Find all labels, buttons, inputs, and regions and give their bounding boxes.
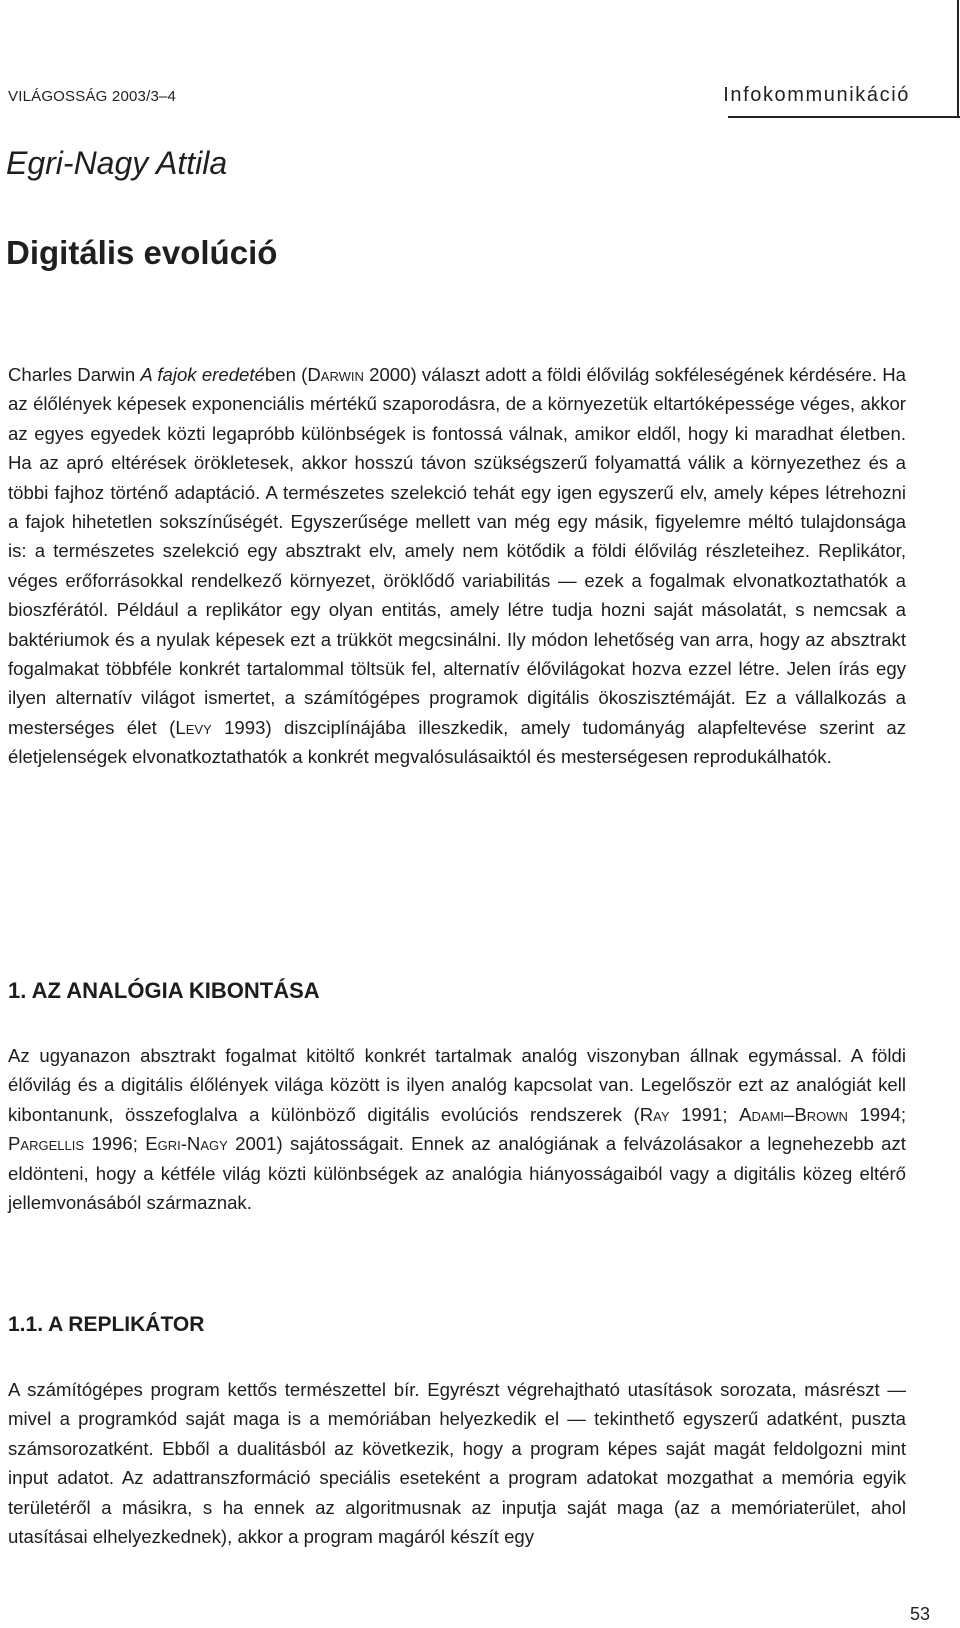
section-1-paragraph bbox=[8, 1041, 906, 1217]
citation-levy: Levy bbox=[175, 716, 212, 738]
section-1-text-4: 1996; bbox=[84, 1133, 146, 1155]
citation-adami-brown: Adami–Brown bbox=[739, 1103, 848, 1125]
citation-egri-nagy: Egri-Nagy bbox=[145, 1133, 228, 1155]
section-1-1-paragraph: A számítógépes program kettős természettel bír. Egyrészt végrehajtható utasítások sorozata, másrészt — mivel a programkód saját maga is a memóriában helyezkedik el — tekinthető egyszerű adatként, puszta számsorozatként. Ebből a dualitásból az következik, hogy a program képes saját magát feldolgozni mint input adatot. Az adattranszformáció speciális eseteként a program adatokat mozgathat a memória egyik területéről a másikra, s ha ennek az algoritmusnak az inputja saját maga (az a memóriaterület, ahol utasításai elhelyezkednek), akkor a program magáról készít egy bbox=[8, 1379, 906, 1548]
article-author: Egri-Nagy Attila bbox=[6, 145, 228, 181]
header-rule-vertical bbox=[957, 0, 959, 118]
header-rule-horizontal bbox=[728, 116, 960, 118]
citation-ray: Ray bbox=[639, 1103, 670, 1125]
section-heading-1: 1. AZ ANALÓGIA KIBONTÁSA bbox=[8, 978, 320, 1003]
intro-text-1: Charles Darwin bbox=[8, 364, 141, 385]
citation-pargellis: Pargellis bbox=[8, 1133, 84, 1155]
page-number: 53 bbox=[909, 1604, 930, 1624]
running-head-journal: VILÁGOSSÁG 2003/3–4 bbox=[8, 88, 177, 105]
intro-paragraph bbox=[8, 360, 906, 772]
intro-text-3: 2000) választ adott a földi élővilág sokféleségének kérdésére. Ha az élőlények képesek exponenciális mértékű szaporodásra, de a környezetük eltartóképessége véges, akkor az egyes egyedek közti legapróbb különbségek is fontossá válnak, amikor eldől, hogy ki maradhat életben. Ha az apró eltérések örökletesek, akkor hosszú távon szükségszerű folyamattá válik a környezethez és a többi fajhoz történő adaptáció. A természetes szelekció tehát egy igen egyszerű elv, amely képes létrehozni a fajok hihetetlen sokszínűségét. Egyszerűsége mellett van még egy másik, figyelemre méltó tulajdonsága is: a természetes szelekció egy absztrakt elv, amely nem kötődik a földi élővilág részleteihez. Replikátor, véges erőforrásokkal rendelkező környezet, öröklődő variabilitás — ezek a fogalmak elvonatkoztathatók a bioszférától. Például a replikátor egy olyan entitás, amely létre tudja hozni saját másolatát, s nemcsak a baktériumok és a nyulak képesek ezt a trükköt megcsinálni. Ily módon lehetőség van arra, hogy az absztrakt fogalmakat többféle konkrét tartalommal töltsük fel, alternatív élővilágokat hozva ezzel létre. Jelen írás egy ilyen alternatív világot ismertet, a számítógépes programok digitális ökoszisztémáját. Ez a vállalkozás a mesterséges élet ( bbox=[8, 364, 907, 738]
section-1-text-1: Az ugyanazon absztrakt fogalmat kitöltő konkrét tartalmak analóg viszonyban állnak egymással. A földi élővilág és a digitális élőlények világa között is ilyen analóg kapcsolat van. Legelőször ezt az analógiát kell kibontanunk, összefoglalva a különböző digitális evolúciós rendszerek ( bbox=[8, 1045, 906, 1125]
intro-text-4: 1993) diszciplínájába illeszkedik, amely tudományág alapfeltevése szerint az életjelenségek elvonatkoztathatók a konkrét megvalósulásaiktól és mesterségesen reprodukálhatók. bbox=[8, 716, 906, 768]
running-head-section: Infokommunikáció bbox=[723, 84, 910, 106]
section-1-text-3: 1994; bbox=[847, 1103, 906, 1125]
section-1-text-2: 1991; bbox=[669, 1103, 740, 1125]
section-1-text-5: 2001) sajátosságait. Ennek az analógiának a felvázolásakor a legnehezebb azt eldönteni, hogy a kétféle világ közti különbségek az analógia hiányosságaiból vagy a digitális közeg eltérő jellemvonásából származnak. bbox=[8, 1133, 906, 1214]
intro-text-2: ben ( bbox=[264, 364, 308, 385]
citation-darwin: Darwin bbox=[307, 364, 364, 385]
article-title: Digitális evolúció bbox=[6, 234, 278, 271]
intro-book-title: A fajok eredeté bbox=[140, 364, 265, 385]
section-heading-1-1: 1.1. A REPLIKÁTOR bbox=[8, 1313, 205, 1336]
